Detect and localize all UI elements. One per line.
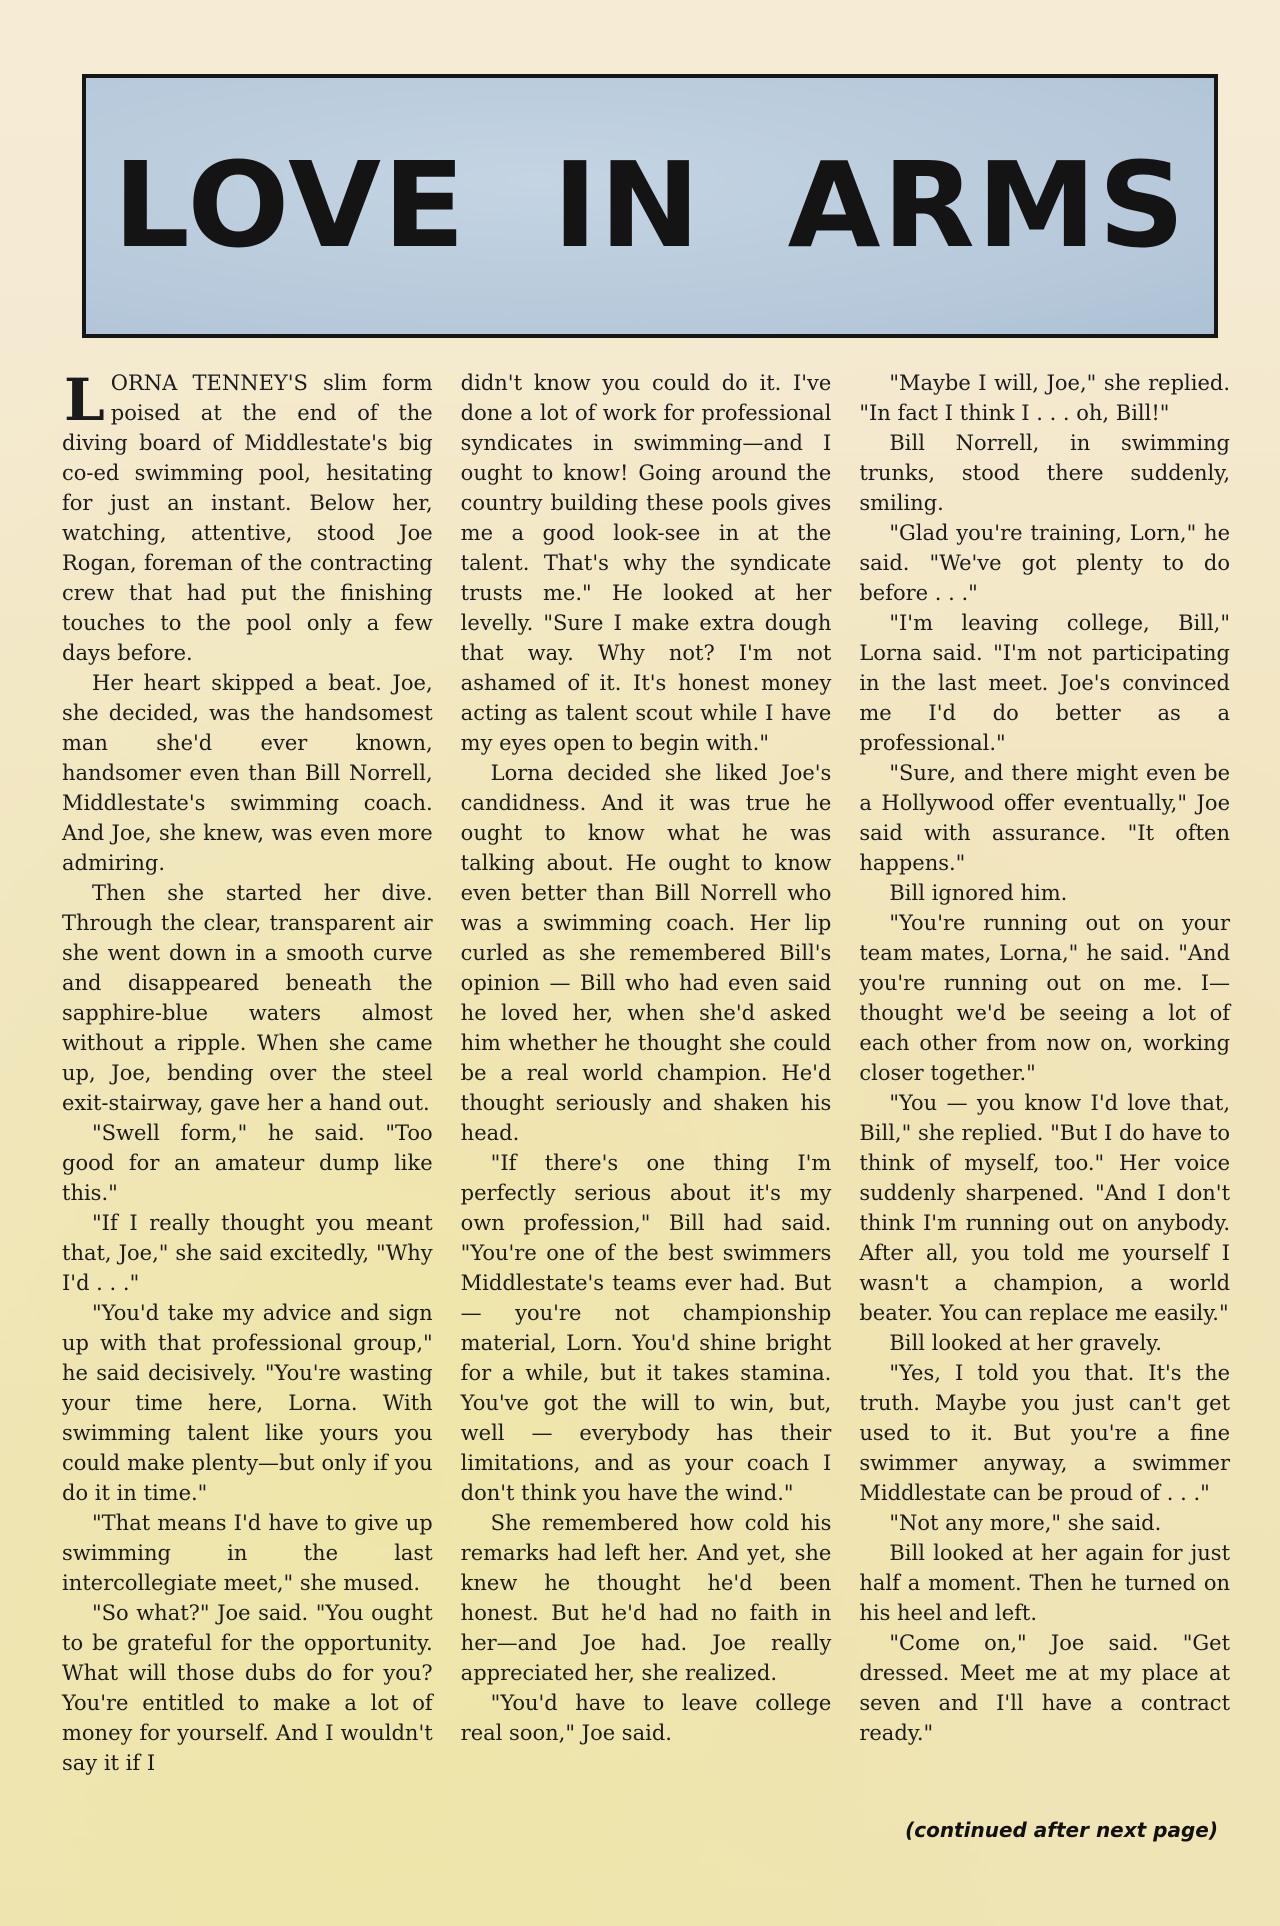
continued-note: (continued after next page) — [905, 1818, 1218, 1842]
paragraph: Bill looked at her gravely. — [889, 1331, 1162, 1355]
column-3 — [859, 368, 1230, 1818]
paragraph: Bill Norrell, in swimming trunks, stood there suddenly, smiling. — [859, 431, 1231, 515]
paragraph: Bill ignored him. — [889, 881, 1068, 905]
paragraph: didn't know you could do it. I've done a lot of work for professional syndicates in swimming—and I ought to know! Going around the country building these pools gives me a good look-see in at the talent. That's why the syndicate trusts me." He looked at her levelly. "Sure I make extra dough that way. Why not? I'm not ashamed of it. It's honest money acting as talent scout while I have my eyes open to begin with." — [460, 371, 832, 755]
paragraph: "You'd have to leave college real soon," Joe said. — [460, 1691, 832, 1745]
paragraph: Her heart skipped a beat. Joe, she decided, was the handsomest man she'd ever known, handsomer even than Bill Norrell, Middlestate's swimming coach. And Joe, she knew, was even more admiring. — [62, 671, 433, 875]
story-columns — [62, 368, 1230, 1818]
column-1 — [62, 368, 433, 1818]
paragraph: She remembered how cold his remarks had left her. And yet, she knew he thought he'd been honest. But he'd had no faith in her—and Joe had. Joe really appreciated her, she realized. — [460, 1511, 832, 1685]
paragraph: "Come on," Joe said. "Get dressed. Meet me at my place at seven and I'll have a contract ready." — [859, 1631, 1231, 1745]
paragraph: Bill looked at her again for just half a moment. Then he turned on his heel and left. — [859, 1541, 1231, 1625]
paragraph: "If there's one thing I'm perfectly serious about it's my own profession," Bill had said. "You're one of the best swimmers Middlestate's teams ever had. But — you're not championship material, Lorn. You'd shine bright for a while, but it takes stamina. You've got the will to win, but, well — everybody has their limitations, and as your coach I don't think you have the wind." — [460, 1151, 832, 1505]
paragraph: LORNA TENNEY'S slim form poised at the end of the diving board of Middlestate's big co-ed swimming pool, hesitating for just an instant. Below her, watching, attentive, stood Joe Rogan, foreman of the contracting crew that had put the finishing touches to the pool only a few days before. — [62, 366, 433, 665]
paragraph: "You're running out on your team mates, Lorna," he said. "And you're running out on me. I—thought we'd be seeing a lot of each other from now on, working closer together." — [859, 911, 1231, 1085]
paragraph: "If I really thought you meant that, Joe," she said excitedly, "Why I'd . . ." — [62, 1211, 433, 1295]
paragraph: "Not any more," she said. — [889, 1511, 1162, 1535]
paragraph: Lorna decided she liked Joe's candidness. And it was true he ought to know what he was talking about. He ought to know even better than Bill Norrell who was a swimming coach. Her lip curled as she remembered Bill's opinion — Bill who had even said he loved her, when she'd asked him whether he thought she could be a real world champion. He'd thought seriously and shaken his head. — [460, 761, 832, 1145]
paragraph: "You'd take my advice and sign up with that professional group," he said decisively. "You're wasting your time here, Lorna. With swimming talent like yours you could make plenty—but only if you do it in time." — [62, 1301, 433, 1505]
paragraph: Then she started her dive. Through the clear, transparent air she went down in a smooth curve and disappeared beneath the sapphire-blue waters almost without a ripple. When she came up, Joe, bending over the steel exit-stairway, gave her a hand out. — [62, 881, 433, 1115]
paragraph: "Yes, I told you that. It's the truth. Maybe you just can't get used to it. But you're a fine swimmer anyway, a swimmer Middlestate can be proud of . . ." — [859, 1361, 1231, 1505]
paragraph: "Glad you're training, Lorn," he said. "We've got plenty to do before . . ." — [859, 521, 1231, 605]
drop-cap: L — [64, 366, 105, 434]
paragraph: "I'm leaving college, Bill," Lorna said. "I'm not participating in the last meet. Joe's convinced me I'd do better as a professional." — [859, 611, 1231, 755]
paragraph: "Swell form," he said. "Too good for an amateur dump like this." — [62, 1121, 433, 1205]
paragraph: "You — you know I'd love that, Bill," she replied. "But I do have to think of myself, too." Her voice suddenly sharpened. "And I don't think I'm running out on anybody. After all, you told me yourself I wasn't a champion, a world beater. You can replace me easily." — [859, 1091, 1231, 1325]
paragraph: "That means I'd have to give up swimming in the last intercollegiate meet," she mused. — [62, 1511, 433, 1595]
title-panel — [82, 74, 1218, 338]
story-title: LOVE IN ARMS — [113, 137, 1187, 275]
column-2 — [461, 368, 832, 1818]
paragraph: "So what?" Joe said. "You ought to be grateful for the opportunity. What will those dubs do for you? You're entitled to make a lot of money for yourself. And I wouldn't say it if I — [62, 1601, 433, 1775]
paragraph: "Sure, and there might even be a Hollywood offer eventually," Joe said with assurance. "It often happens." — [859, 761, 1231, 875]
paragraph: "Maybe I will, Joe," she replied. "In fact I think I . . . oh, Bill!" — [859, 371, 1231, 425]
